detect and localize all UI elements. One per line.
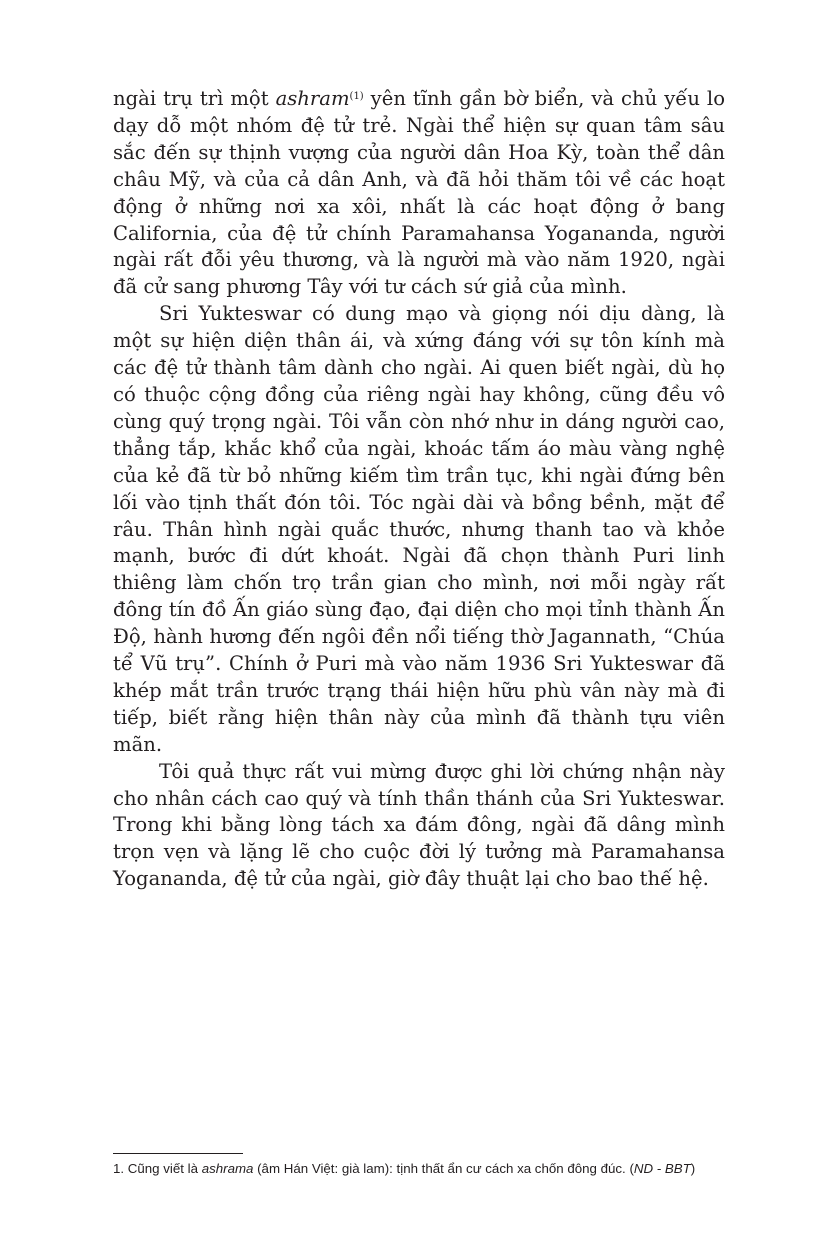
- paragraph-1-text-rest: yên tĩnh gần bờ biển, và chủ yếu lo dạy dỗ một nhóm đệ tử trẻ. Ngài thể hiện sự quan tâm sâu sắc đến sự thịnh vượng của người dân Hoa Kỳ, toàn thể dân châu Mỹ, và của cả dân Anh, và đã hỏi thăm tôi về các hoạt động ở những nơi xa xôi, nhất là các hoạt động ở bang California, của đệ tử chính Paramahansa Yogananda, người ngài rất đỗi yêu thương, và là người mà vào năm 1920, ngài đã cử sang phương Tây với tư cách sứ giả của mình.: [113, 87, 725, 299]
- footnote-credit: ND - BBT: [633, 1161, 691, 1176]
- paragraph-1: [113, 86, 725, 301]
- paragraph-1-text-start: ngài trụ trì một: [113, 87, 276, 110]
- page-body: [113, 86, 725, 893]
- footnote-text-middle: (âm Hán Việt: già lam): tịnh thất ẩn cư cách xa chốn đông đúc. (: [253, 1161, 634, 1176]
- footnote-number: 1.: [113, 1161, 125, 1176]
- footnote-reference[interactable]: (1): [349, 91, 364, 102]
- footnote: [113, 1160, 753, 1178]
- paragraph-3: Tôi quả thực rất vui mừng được ghi lời chứng nhận này cho nhân cách cao quý và tính thần thánh của Sri Yukteswar. Trong khi bằng lòng tách xa đám đông, ngài đã dâng mình trọn vẹn và lặng lẽ cho cuộc đời lý tưởng mà Paramahansa Yogananda, đệ tử của ngài, giờ đây thuật lại cho bao thế hệ.: [113, 759, 725, 891]
- paragraph-2: Sri Yukteswar có dung mạo và giọng nói dịu dàng, là một sự hiện diện thân ái, và xứng đáng với sự tôn kính mà các đệ tử thành tâm dành cho ngài. Ai quen biết ngài, dù họ có thuộc cộng đồng của riêng ngài hay không, cũng đều vô cùng quý trọng ngài. Tôi vẫn còn nhớ như in dáng người cao, thẳng tắp, khắc khổ của ngài, khoác tấm áo màu vàng nghệ của kẻ đã từ bỏ những kiếm tìm trần tục, khi ngài đứng bên lối vào tịnh thất đón tôi. Tóc ngài dài và bồng bềnh, mặt để râu. Thân hình ngài quắc thước, nhưng thanh tao và khỏe mạnh, bước đi dứt khoát. Ngài đã chọn thành Puri linh thiêng làm chốn trọ trần gian cho mình, nơi mỗi ngày rất đông tín đồ Ấn giáo sùng đạo, đại diện cho mọi tỉnh thành Ấn Độ, hành hương đến ngôi đền nổi tiếng thờ Jagannath, “Chúa tể Vũ trụ”. Chính ở Puri mà vào năm 1936 Sri Yukteswar đã khép mắt trần trước trạng thái hiện hữu phù vân này mà đi tiếp, biết rằng hiện thân này của mình đã thành tựu viên mãn.: [113, 302, 725, 756]
- footnote-term: ashrama: [201, 1161, 254, 1176]
- ashram-term: ashram: [275, 87, 350, 110]
- footnote-text-end: ): [690, 1161, 696, 1176]
- footnote-divider: [113, 1153, 243, 1154]
- footnote-text-start: Cũng viết là: [124, 1161, 202, 1176]
